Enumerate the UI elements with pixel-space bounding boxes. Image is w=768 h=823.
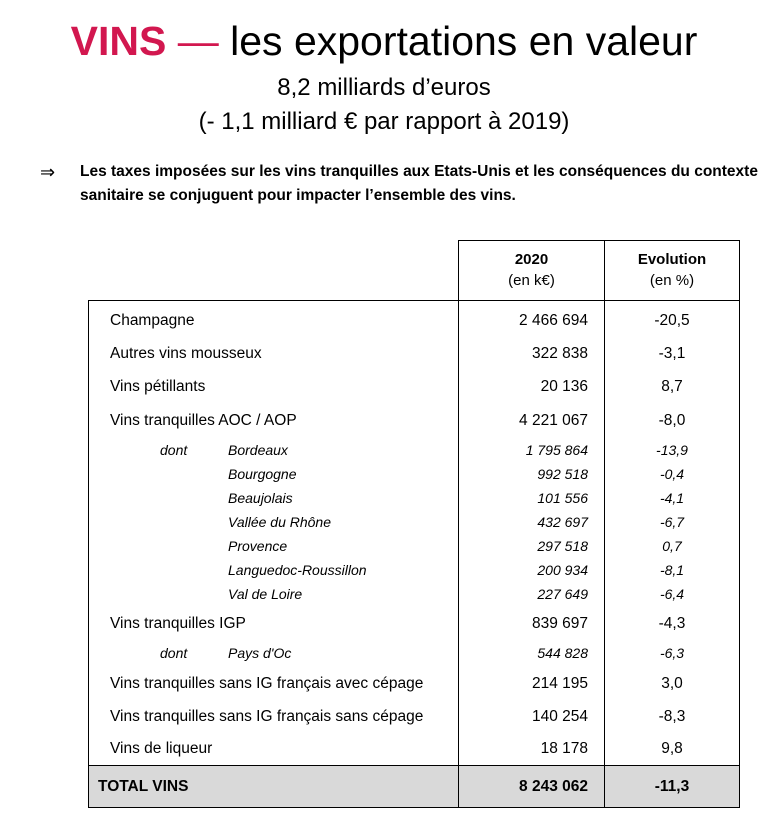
row-value: 544 828: [537, 645, 588, 661]
column-header-value-title: 2020: [514, 251, 549, 268]
row-label: Val de Loire: [228, 586, 303, 602]
title-dash: —: [177, 18, 219, 64]
row-evolution: -4,3: [658, 615, 686, 632]
table-body-frame: [88, 300, 740, 808]
row-evolution: -20,5: [654, 312, 690, 329]
row-value: 20 136: [540, 378, 588, 395]
row-label: Autres vins mousseux: [110, 345, 262, 362]
row-value: 227 649: [537, 586, 588, 602]
row-evolution: -6,7: [659, 514, 685, 530]
row-evolution: -6,4: [659, 586, 685, 602]
row-label: Vins tranquilles sans IG français avec cépage: [110, 675, 424, 692]
row-evolution: 8,7: [661, 378, 683, 395]
column-header-value: [458, 249, 605, 291]
row-evolution: -13,9: [656, 442, 688, 458]
row-evolution: -4,1: [659, 490, 685, 506]
title-rest: les exportations en valeur: [230, 18, 698, 64]
row-label: Vins pétillants: [110, 378, 206, 395]
row-label: Vins tranquilles IGP: [110, 615, 246, 632]
row-evolution: -0,4: [659, 466, 685, 482]
row-label: Vins de liqueur: [110, 740, 213, 757]
row-value: 2 466 694: [519, 312, 588, 329]
row-value: 140 254: [531, 708, 588, 725]
row-prefix: dont: [160, 645, 188, 661]
row-value: 214 195: [531, 675, 588, 692]
row-evolution: 9,8: [661, 740, 683, 757]
row-label: Provence: [228, 538, 288, 554]
total-label: TOTAL VINS: [98, 778, 189, 795]
exports-table: [88, 240, 740, 808]
row-value: 992 518: [537, 466, 588, 482]
row-value: 200 934: [537, 562, 588, 578]
row-label: Vins tranquilles sans IG français sans cépage: [110, 708, 424, 725]
subtitle-total: 8,2 milliards d’euros: [277, 74, 491, 101]
page-title: [0, 14, 768, 68]
row-evolution: 3,0: [661, 675, 683, 692]
implies-arrow-icon: ⇒: [40, 162, 56, 182]
row-label: Bordeaux: [228, 442, 288, 458]
row-evolution: -3,1: [658, 345, 686, 362]
row-label: Vallée du Rhône: [228, 514, 332, 530]
column-divider-2: [604, 300, 605, 808]
row-evolution: -8,3: [658, 708, 686, 725]
title-accent: VINS: [70, 18, 167, 64]
column-header-evolution: [604, 249, 740, 291]
column-header-value-unit: (en k€): [508, 272, 555, 289]
row-evolution: 0,7: [662, 538, 682, 554]
row-value: 432 697: [537, 514, 588, 530]
row-value: 101 556: [537, 490, 588, 506]
row-value: 1 795 864: [525, 442, 588, 458]
row-value: 4 221 067: [519, 412, 588, 429]
column-divider-1: [458, 300, 459, 808]
row-value: 839 697: [531, 615, 588, 632]
row-prefix: dont: [160, 442, 188, 458]
row-label: Pays d'Oc: [228, 645, 292, 661]
row-value: 322 838: [531, 345, 588, 362]
subtitle-change: (- 1,1 milliard € par rapport à 2019): [198, 108, 570, 135]
row-label: Champagne: [110, 312, 195, 329]
row-evolution: -8,0: [658, 412, 686, 429]
total-value: 8 243 062: [519, 778, 588, 795]
total-evolution: -11,3: [654, 778, 690, 795]
row-label: Bourgogne: [228, 466, 297, 482]
commentary-text: Les taxes imposées sur les vins tranquilles aux Etats-Unis et les conséquences du contexte sanitaire se conjuguent pour impacter l’ensemble des vins.: [80, 163, 758, 204]
row-label: Vins tranquilles AOC / AOP: [110, 412, 297, 429]
total-divider: [88, 765, 740, 766]
row-value: 18 178: [540, 740, 588, 757]
row-label: Beaujolais: [228, 490, 293, 506]
column-header-evo-title: Evolution: [637, 251, 707, 268]
row-value: 297 518: [537, 538, 588, 554]
row-evolution: -8,1: [659, 562, 685, 578]
column-header-evo-unit: (en %): [649, 272, 695, 289]
row-label: Languedoc-Roussillon: [228, 562, 367, 578]
row-evolution: -6,3: [659, 645, 685, 661]
